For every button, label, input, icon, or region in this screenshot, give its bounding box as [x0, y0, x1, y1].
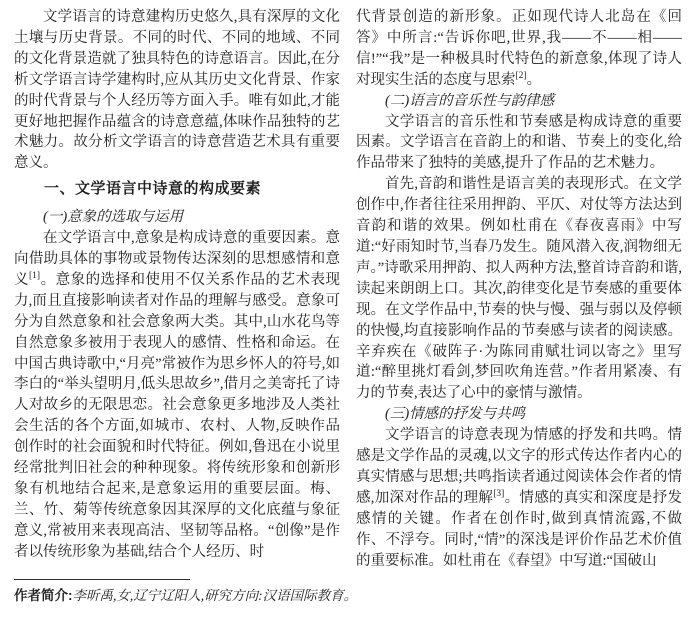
text-run: 。意象的选择和使用不仅关系作品的艺术表现力,而且直接影响读者对作品的理解与感受。意象可分为自然意象和社会意象两大类。其中,山水花鸟等自然意象多被用于表现人的感情、性格和命运。在中国古典诗歌中,“月亮”常被作为思乡怀人的符号,如李白的“举头望明月,低头思故乡”,借月之美寄托了诗人对故乡的无限思恋。社会意象更多地涉及人类社会生活的各个方面,如城市、农村、人物,反映作品创作时的社会面貌和时代特征。例如,鲁迅在小说里经常批判旧社会的种种现象。将传统形象和创新形象有机地结合起来,是意象运用的重要层面。梅、兰、竹、菊等传统意象因其深厚的文化底蕴与象征意义,常被用来表现高洁、坚韧等品格。“创像”是作者以传统形象为基础,结合个人经历、时 [14, 271, 340, 560]
section-heading [14, 179, 340, 200]
footnote-divider [14, 579, 190, 580]
text-run: 文学语言的诗意建构历史悠久,具有深厚的文化土壤与历史背景。不同的时代、不同的地域、不同的文化背景造就了独具特色的诗意语言。因此,在分析文学语言诗学建构时,应从其历史文化背景、作家的时代背景与个人经历等方面入手。唯有如此,才能更好地把握作品蕴含的诗意意蕴,体味作品独特的艺术魅力。故分析文学语言的诗意营造艺术具有重要意义。 [14, 9, 340, 172]
paragraph [356, 174, 682, 404]
text-column-right [356, 7, 682, 571]
subsection-heading [356, 91, 682, 112]
author-bio-text: 李昕禹,女,辽宁辽阳人,研究方向:汉语国际教育。 [72, 588, 358, 603]
text-run: (一)意象的选取与运用 [43, 209, 184, 226]
text-run: 首先,音韵和谐性是语言美的表现形式。在文学创作中,作者往往采用押韵、平仄、对仗等方法达到音韵和谐的效果。例如杜甫在《春夜喜雨》中写道:“好雨知时节,当春乃发生。随风潜入夜,润物细无声。”诗歌采用押韵、拟人两种方法,整首诗音韵和谐,读起来朗朗上口。其次,韵律变化是节奏感的重要体现。在文学作品中,节奏的快与慢、强与弱以及停顿的快慢,均直接影响作品的节奏感与读者的阅读感。辛弃疾在《破阵子·为陈同甫赋壮词以寄之》里写道:“醉里挑灯看剑,梦回吹角连营。”作者用紧凑、有力的节奏,表达了心中的豪情与激情。 [356, 176, 682, 402]
footnote-ref: [1] [29, 270, 41, 281]
text-run: 。情感的真实和深度是抒发感情的关键。作者在创作时,做到真情流露,不做作、不浮夸。同时,“情”的深浅是评价作品艺术价值的重要标准。如杜甫在《春望》中写道:“国破山 [356, 489, 682, 569]
text-run: 一、文学语言中诗意的构成要素 [44, 180, 262, 198]
text-run: 在文学语言中,意象是构成诗意的重要因素。意向借助具体的事物或景物传达深刻的思想感情和意义 [14, 230, 340, 288]
subsection-heading [356, 404, 682, 425]
text-run: 文学语言的诗意表现为情感的抒发和共鸣。情感是文学作品的灵魂,以文字的形式传达作者内心的真实情感与思想;共鸣指读者通过阅读体会作者的情感,加深对作品的理解 [356, 427, 682, 506]
text-run: 文学语言的音乐性和节奏感是构成诗意的重要因素。文学语言在音韵上的和谐、节奏上的变化,给作品带来了独特的美感,提升了作品的艺术魅力。 [356, 113, 682, 172]
text-run: 。 [526, 71, 542, 88]
text-run: (二)语言的音乐性与韵律感 [385, 92, 555, 109]
author-bio-label: 作者简介: [14, 588, 73, 603]
paragraph [14, 7, 340, 174]
author-bio [14, 586, 682, 605]
text-column-left [14, 7, 340, 571]
text-run: 代背景创造的新形象。正如现代诗人北岛在《回答》中所言:“告诉你吧,世界,我——不——相——信!”“我”是一种极具时代特色的新意象,体现了诗人对现实生活的态度与思索 [356, 9, 682, 88]
two-column-text-area [14, 7, 682, 571]
paragraph [14, 228, 340, 563]
paragraph [356, 112, 682, 175]
subsection-heading [14, 207, 340, 228]
paragraph-continued [356, 7, 682, 91]
paragraph [356, 425, 682, 571]
footnote-ref: [2] [515, 70, 527, 81]
text-run: (三)情感的抒发与共鸣 [385, 406, 526, 423]
footnote-ref: [3] [493, 488, 505, 499]
